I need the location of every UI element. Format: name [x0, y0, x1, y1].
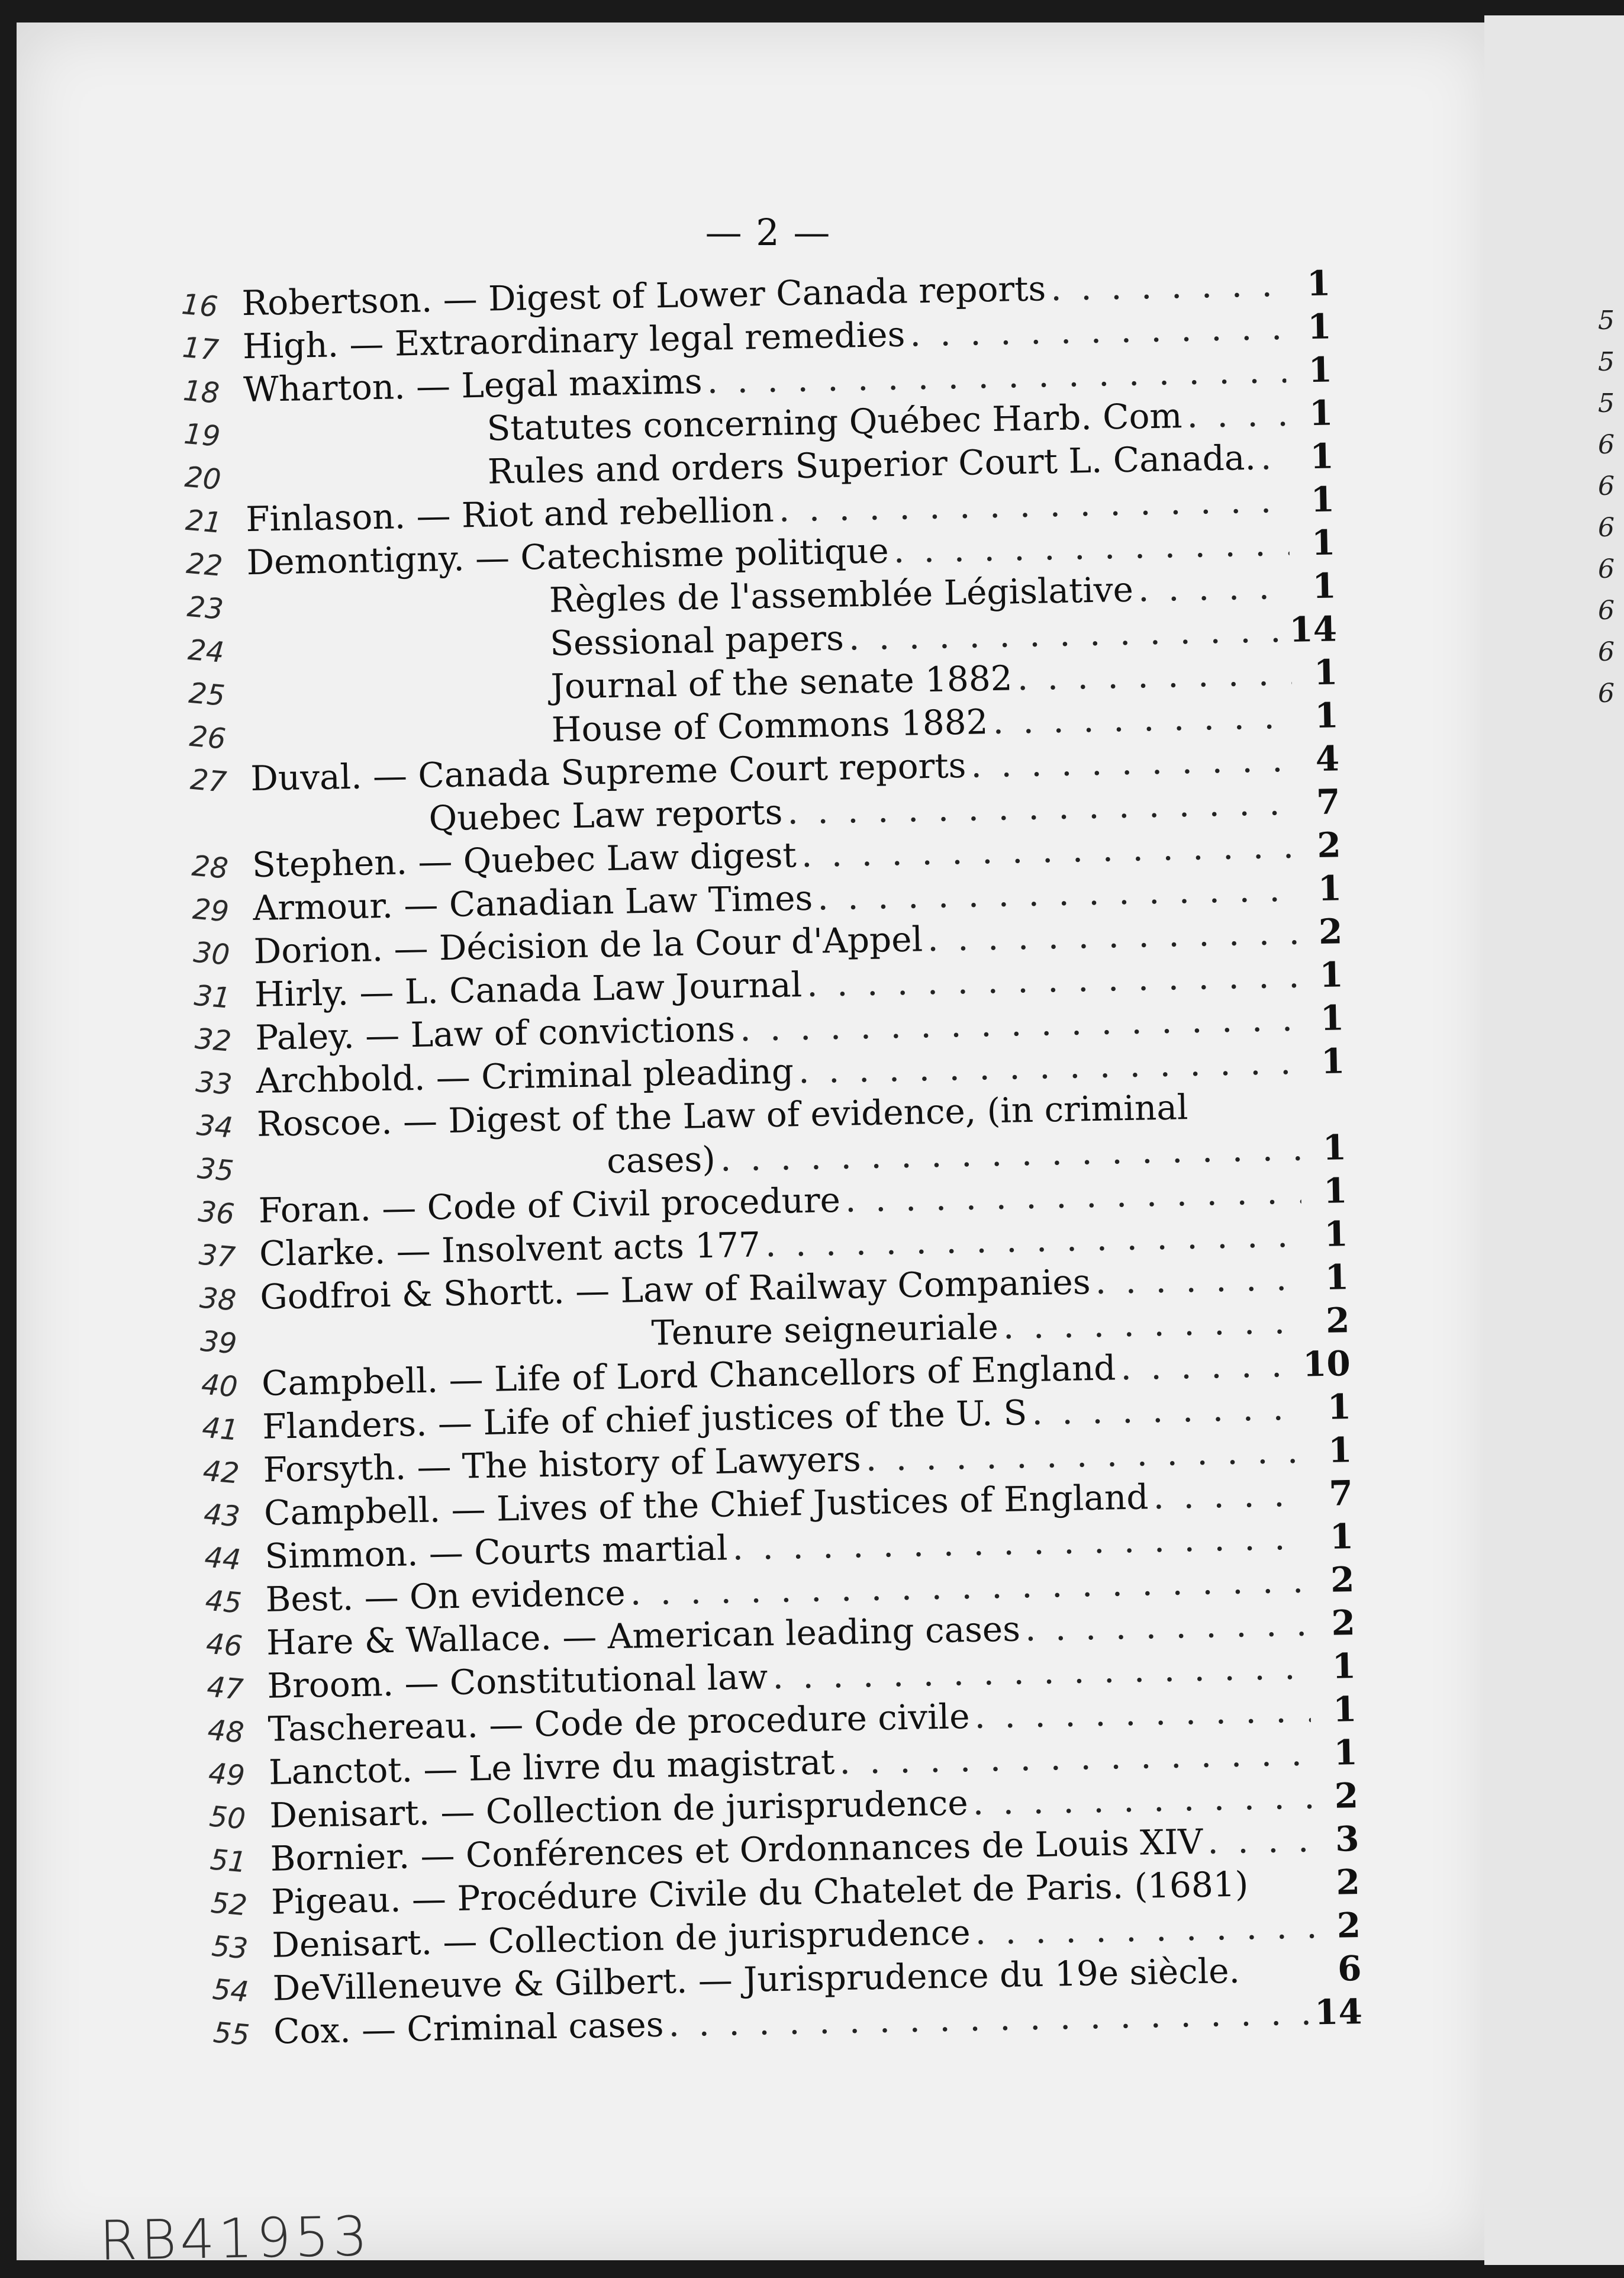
- volume-count: 1: [1322, 1127, 1347, 1168]
- leader-dots: [1024, 1602, 1309, 1650]
- handwritten-item-number: 32: [194, 1022, 233, 1058]
- handwritten-item-number: 53: [210, 1929, 250, 1966]
- volume-count: 1: [1312, 565, 1337, 607]
- leader-dots: [1260, 436, 1288, 480]
- handwritten-item-number: 54: [211, 1973, 250, 2009]
- leader-dots: [1051, 263, 1285, 310]
- adjacent-page-digit: 5: [1598, 305, 1615, 336]
- volume-count: 4: [1315, 738, 1340, 780]
- handwritten-item-number: 50: [208, 1800, 247, 1836]
- volume-count: 1: [1323, 1170, 1348, 1211]
- adjacent-page-digit: 6: [1598, 637, 1615, 667]
- entry-title: Hare & Wallace. — American leading cases: [266, 1608, 1021, 1663]
- leader-dots: [1187, 392, 1287, 437]
- entry-title: Clarke. — Insolvent acts 177: [259, 1224, 761, 1274]
- entry-title: Best. — On evidence: [265, 1572, 626, 1620]
- entry-title: Cox. — Criminal cases: [273, 2004, 665, 2052]
- handwritten-item-number: [191, 802, 262, 807]
- volume-count: 1: [1329, 1516, 1354, 1557]
- handwritten-item-number: 30: [192, 935, 231, 972]
- entry-title: cases): [606, 1138, 716, 1182]
- handwritten-item-number: 51: [208, 1843, 248, 1880]
- entry-title: High. — Extraordinary legal remedies: [242, 314, 906, 367]
- leader-dots: [971, 738, 1294, 787]
- entry-title: Denisart. — Collection de jurisprudence: [269, 1782, 969, 1836]
- volume-count: 2: [1336, 1904, 1361, 1946]
- leader-dots: [1120, 1343, 1298, 1389]
- entry-title: Tenure seigneuriale: [651, 1307, 999, 1353]
- entry-title: Simmon. — Courts martial: [264, 1527, 728, 1576]
- handwritten-item-number: 29: [191, 892, 231, 929]
- volume-count: 1: [1306, 263, 1331, 304]
- leader-dots: [1017, 652, 1292, 700]
- entry-title: Finlason. — Riot and rebellion: [245, 489, 775, 540]
- adjacent-page-digit: 5: [1598, 388, 1615, 419]
- handwritten-item-number: 45: [204, 1584, 243, 1620]
- volume-count: 1: [1309, 392, 1333, 434]
- handwritten-item-number: 20: [183, 460, 223, 497]
- entry-title: Stephen. — Quebec Law digest: [252, 835, 797, 885]
- handwritten-item-number: 27: [189, 762, 228, 799]
- leader-dots: [993, 695, 1293, 744]
- handwritten-item-number: 31: [193, 979, 232, 1015]
- entry-title: Statutes concerning Québec Harb. Com: [486, 395, 1183, 449]
- handwritten-item-number: 33: [194, 1065, 234, 1102]
- handwritten-item-number: 35: [196, 1151, 236, 1188]
- volume-count: 14: [1288, 609, 1338, 650]
- entry-title: Paley. — Law of convictions: [254, 1009, 736, 1058]
- handwritten-item-number: 43: [202, 1497, 241, 1534]
- handwritten-item-number: 22: [185, 546, 224, 583]
- handwritten-item-number: 17: [181, 330, 220, 367]
- entry-title: Quebec Law reports: [428, 791, 783, 839]
- leader-dots: [1153, 1473, 1307, 1519]
- entry-title: Wharton. — Legal maxims: [243, 361, 703, 410]
- handwritten-item-number: 55: [212, 2016, 251, 2052]
- catalogue-list: [182, 262, 1363, 2054]
- entry-title: Taschereau. — Code de procedure civile: [268, 1696, 971, 1749]
- leader-dots: [893, 522, 1290, 572]
- handwritten-item-number: 16: [180, 287, 220, 324]
- entry-title: Roscoe. — Digest of the Law of evidence, (in criminal: [256, 1087, 1188, 1144]
- entry-title: Robertson. — Digest of Lower Canada reports: [241, 268, 1046, 324]
- volume-count: 2: [1330, 1559, 1355, 1600]
- volume-count: 1: [1320, 998, 1345, 1038]
- volume-count: 2: [1325, 1300, 1351, 1341]
- volume-count: 14: [1314, 1991, 1363, 2033]
- volume-count: 1: [1325, 1257, 1349, 1298]
- entry-title: Foran. — Code of Civil procedure: [258, 1179, 841, 1231]
- handwritten-item-number: 26: [188, 719, 227, 756]
- handwritten-item-number: 28: [191, 849, 230, 886]
- volume-count: 1: [1327, 1386, 1352, 1427]
- page-number: — 2 —: [705, 211, 832, 254]
- handwritten-item-number: 52: [210, 1886, 249, 1923]
- entry-title: Bornier. — Conférences et Ordonnances de Louis XIV: [270, 1821, 1203, 1879]
- entry-title: Pigeau. — Procédure Civile du Chatelet de Paris. (1681): [270, 1864, 1249, 1922]
- handwritten-item-number: 46: [205, 1627, 244, 1664]
- adjacent-page-digit: 6: [1598, 430, 1615, 460]
- document-page: [17, 22, 1496, 2273]
- handwritten-item-number: 36: [196, 1195, 236, 1231]
- volume-count: 1: [1313, 652, 1338, 693]
- leader-dots: [1095, 1257, 1303, 1304]
- leader-dots: [910, 306, 1286, 356]
- handwritten-item-number: 42: [201, 1454, 241, 1491]
- volume-count: 2: [1316, 825, 1342, 866]
- leader-dots: [865, 1430, 1306, 1481]
- handwritten-item-number: 23: [185, 590, 225, 626]
- volume-count: 1: [1309, 436, 1335, 477]
- adjacent-page-digit: 6: [1598, 678, 1615, 709]
- volume-count: 1: [1311, 522, 1336, 564]
- volume-count: 1: [1320, 1041, 1346, 1082]
- entry-title: Broom. — Constitutional law: [266, 1656, 768, 1706]
- handwritten-item-number: 47: [205, 1670, 245, 1707]
- handwritten-item-number: 18: [182, 374, 221, 410]
- volume-count: 1: [1327, 1430, 1353, 1471]
- call-number-stamp: RB41953: [99, 2205, 372, 2273]
- volume-count: 7: [1328, 1473, 1354, 1514]
- entry-title: Denisart. — Collection de jurisprudence: [271, 1912, 971, 1965]
- leader-dots: [972, 1775, 1313, 1825]
- adjacent-page-digit: 6: [1598, 596, 1615, 626]
- leader-dots: [1032, 1386, 1306, 1434]
- volume-count: 1: [1323, 1214, 1349, 1254]
- entry-title: Campbell. — Lives of the Chief Justices of England: [263, 1476, 1149, 1533]
- leader-dots: [845, 1170, 1301, 1222]
- entry-title: Archbold. — Criminal pleading: [256, 1051, 794, 1101]
- entry-title: Godfroi & Shortt. — Law of Railway Companies: [259, 1262, 1091, 1317]
- leader-dots: [1003, 1300, 1304, 1349]
- entry-title: Duval. — Canada Supreme Court reports: [250, 745, 966, 799]
- adjacent-page-digit: 5: [1598, 347, 1615, 377]
- entry-title: Flanders. — Life of chief justices of the U. S: [262, 1392, 1027, 1447]
- entry-title: Rules and orders Superior Court L. Canada.: [487, 437, 1256, 492]
- entry-title: Journal of the senate 1882: [550, 658, 1013, 707]
- leader-dots: [1207, 1818, 1313, 1863]
- volume-count: 2: [1330, 1603, 1356, 1643]
- entry-title: Dorion. — Décision de la Cour d'Appel: [253, 919, 923, 971]
- entry-title: Règles de l'assemblée Législative: [549, 569, 1134, 620]
- handwritten-item-number: 44: [203, 1540, 243, 1577]
- volume-count: 1: [1308, 349, 1333, 391]
- volume-count: 1: [1317, 868, 1342, 909]
- volume-count: 2: [1334, 1775, 1359, 1816]
- volume-count: 1: [1332, 1646, 1356, 1687]
- leader-dots: [848, 609, 1285, 659]
- handwritten-item-number: 37: [198, 1238, 237, 1275]
- handwritten-item-number: 24: [186, 633, 226, 670]
- volume-count: 1: [1332, 1689, 1358, 1730]
- entry-title: House of Commons 1882: [551, 702, 989, 750]
- entry-title: Campbell. — Life of Lord Chancellors of England: [261, 1347, 1116, 1404]
- handwritten-item-number: 38: [198, 1281, 238, 1318]
- entry-title: Armour. — Canadian Law Times: [252, 877, 813, 928]
- volume-count: 6: [1337, 1948, 1362, 1989]
- volume-count: 2: [1335, 1861, 1361, 1903]
- leader-dots: [975, 1904, 1315, 1954]
- handwritten-item-number: 41: [201, 1411, 240, 1447]
- volume-count: 1: [1314, 695, 1339, 736]
- volume-count: 7: [1316, 781, 1341, 823]
- handwritten-item-number: 19: [182, 417, 222, 453]
- adjacent-page-digit: 6: [1598, 513, 1615, 543]
- volume-count: 3: [1335, 1819, 1360, 1859]
- handwritten-item-number: 21: [184, 503, 223, 540]
- volume-count: 1: [1307, 306, 1332, 348]
- leader-dots: [1138, 565, 1290, 612]
- entry-title: Forsyth. — The history of Lawyers: [263, 1439, 862, 1490]
- volume-count: 1: [1333, 1732, 1358, 1773]
- entry-title: Lanctot. — Le livre du magistrat: [268, 1742, 835, 1793]
- entry-title: Sessional papers: [549, 617, 845, 664]
- volume-count: 10: [1302, 1343, 1351, 1385]
- handwritten-item-number: 39: [199, 1324, 239, 1361]
- adjacent-page-digit: 6: [1598, 554, 1615, 584]
- leader-dots: [974, 1688, 1311, 1738]
- volume-count: 2: [1318, 911, 1343, 952]
- volume-count: 1: [1319, 954, 1344, 995]
- handwritten-item-number: 48: [206, 1713, 246, 1750]
- leader-dots: [927, 911, 1297, 961]
- entry-title: DeVilleneuve & Gilbert. — Jurisprudence du 19e siècle.: [272, 1950, 1240, 2009]
- handwritten-item-number: 49: [207, 1756, 246, 1793]
- adjacent-page-digit: 6: [1598, 471, 1615, 501]
- handwritten-item-number: 34: [195, 1108, 234, 1145]
- handwritten-item-number: 40: [200, 1368, 239, 1404]
- entry-title: Demontigny. — Catechisme politique: [246, 530, 890, 583]
- volume-count: 1: [1310, 479, 1335, 520]
- handwritten-item-number: 25: [187, 676, 227, 713]
- entry-title: Hirly. — L. Canada Law Journal: [254, 964, 803, 1015]
